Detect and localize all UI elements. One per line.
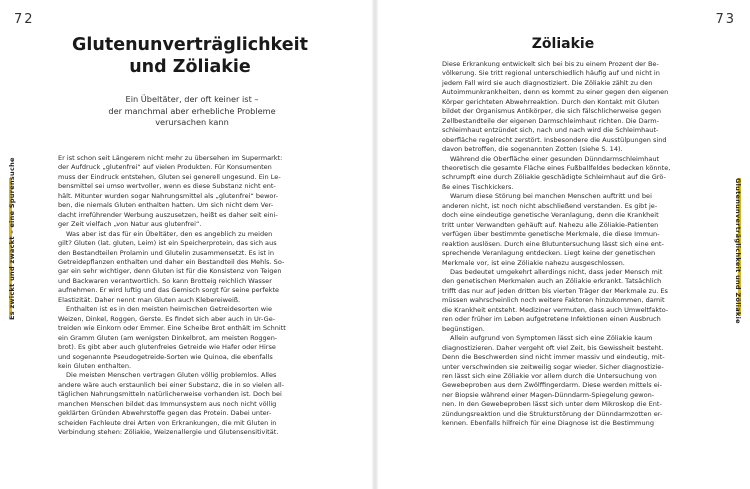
body-line: nen. In den Gewebeproben lässt sich unter dem Mikroskop die Ent-: [442, 400, 662, 409]
chapter-title-line: Glutenunverträglichkeit: [72, 35, 308, 55]
body-line: jedem Fall wird sie auch diagnostiziert. Die Zöliakie zählt zu den: [442, 78, 653, 87]
body-line: verfügen über bestimmte genetische Merkmale, die diese Immun-: [442, 230, 660, 239]
chapter-title: [40, 34, 340, 78]
body-line: Weizen, Dinkel, Roggen, Gerste. Es findet sich aber auch in Ur-Ge-: [58, 314, 276, 323]
body-line: Merkmale vor, ist eine Zöliakie nahezu ausgeschlossen.: [442, 258, 625, 267]
body-line: schrumpft eine durch Zöliakie geschädigte Schleimhaut auf die Grö-: [442, 173, 666, 182]
body-line: ren oder früher im Leben aufgetretene Infektionen einen Ausbruch: [442, 315, 661, 324]
body-line: oberfläche regelrecht zerstört. Insbesondere die Ausstülpungen sind: [442, 135, 667, 144]
body-line: und sogenannte Pseudogetreide-Sorten wie Quinoa, die ebenfalls: [58, 352, 273, 361]
body-line: Allein aufgrund von Symptomen lässt sich eine Zöliakie kaum: [450, 334, 653, 343]
body-line: begünstigen.: [442, 324, 485, 333]
body-line: Körper gerichteten Abwehrreaktion. Durch den Kontakt mit Gluten: [442, 97, 660, 106]
page-number-left: 72: [14, 12, 35, 27]
body-line: anderen nicht, ist noch nicht abschließend verstanden. Es gibt je-: [442, 201, 658, 210]
body-text-right: [442, 60, 726, 429]
body-line: ben, die niemals Gluten enthalten hatten. Um sich nicht dem Ver-: [58, 201, 274, 210]
body-line: und Backwaren verantwortlich. So kann Brotteig reichlich Wasser: [58, 276, 272, 285]
body-text-left: [58, 154, 342, 438]
body-line: den Bestandteilen Prolamin und Glutelin zusammensetzt. Es ist in: [58, 248, 274, 257]
right-page: [376, 0, 750, 489]
body-line: Denn die Beschwerden sind nicht immer massiv und eindeutig, mit-: [442, 353, 665, 362]
body-line: diagnostizieren. Daher vergeht oft viel Zeit, bis Gewissheit besteht.: [442, 343, 664, 352]
body-line: brot). Es gibt aber auch glutenfreies Getreide wie Hafer oder Hirse: [58, 343, 276, 352]
running-header-left: Es zwickt und zwackt – eine Spurensuche: [8, 157, 16, 320]
body-line: täglichen Nahrungsmitteln natürlicherweise vorhanden ist. Doch bei: [58, 390, 282, 399]
body-line: Die meisten Menschen vertragen Gluten völlig problemlos. Alles: [66, 371, 277, 380]
body-line: Gewebeproben aus dem Zwölffingerdarm. Diese werden mittels ei-: [442, 381, 662, 390]
body-line: Was aber ist das für ein Übeltäter, den es angeblich zu meiden: [66, 229, 273, 238]
body-line: ner Biopsie während einer Magen-Dünndarm-Spiegelung gewon-: [442, 390, 655, 399]
left-page: [0, 0, 374, 489]
body-line: Während die Oberfläche einer gesunden Dünndarmschleimhaut: [450, 154, 660, 163]
body-line: manchen Menschen bildet das Immunsystem aus noch nicht völlig: [58, 399, 277, 408]
body-line: sprechende Veranlagung entdecken. Liegt keine der genetischen: [442, 249, 656, 258]
chapter-title-line: und Zöliakie: [129, 57, 251, 77]
body-line: Autoimmunkrankheiten, denn es kommt zu einer gegen den eigenen: [442, 88, 669, 97]
body-line: unter verschwinden sie zeitweilig sogar wieder. Sicher diagnostizie-: [442, 362, 664, 371]
body-line: gilt? Gluten (lat. gluten, Leim) ist ein Speicherprotein, das sich aus: [58, 239, 277, 248]
body-line: ger Zeit vielfach „von Natur aus glutenfrei“.: [58, 220, 202, 229]
body-line: muss der Eindruck entstehen, Gluten sei generell ungesund. Ein Le-: [58, 172, 281, 181]
body-line: reaktion auslösen. Durch eine Blutuntersuchung lässt sich eine ent-: [442, 239, 664, 248]
body-line: dacht irreführender Werbung auszusetzen, heißt es daher seit eini-: [58, 210, 278, 219]
body-line: Elastizität. Daher nennt man Gluten auch Klebereiweiß.: [58, 295, 241, 304]
running-header-right: Glutenunverträglichkeit und Zöliakie: [734, 178, 742, 324]
chapter-subtitle: [90, 94, 294, 129]
body-line: gar ein sehr wichtiger, denn Gluten ist für die Konsistenz von Teigen: [58, 267, 282, 276]
subtitle-line: der manchmal aber erhebliche Probleme: [108, 105, 276, 116]
body-line: bensmittel sei umso wertvoller, wenn es diese Substanz nicht ent-: [58, 182, 276, 191]
body-line: Zellbestandteile der eigenen Darmschleimhaut richten. Die Darm-: [442, 116, 660, 125]
body-line: ren lässt sich eine Zöliakie vor allem durch die Untersuchung von: [442, 371, 657, 380]
body-line: den genetischen Merkmalen auch an Zöliakie erkrankt. Tatsächlich: [442, 277, 662, 286]
body-line: Das bedeutet umgekehrt allerdings nicht, dass jeder Mensch mit: [450, 267, 663, 276]
body-line: davon betroffen, die sogenannten Zotten (siehe S. 14).: [442, 145, 623, 154]
body-line: Verbindung stehen: Zöliakie, Weizenallergie und Glutensensitivität.: [58, 428, 279, 437]
body-line: aufnehmen. Er wird luftig und das Gemisch sorgt für seine perfekte: [58, 286, 280, 295]
body-line: treiden wie Einkorn oder Emmer. Eine Scheibe Brot enthält im Schnitt: [58, 324, 286, 333]
body-line: hält. Mitunter wurden sogar Nahrungsmittel als „glutenfrei“ bewor-: [58, 191, 279, 200]
subtitle-line: Ein Übeltäter, der oft keiner ist –: [125, 94, 259, 104]
body-line: geklärten Gründen Abwehrstoffe gegen das Protein. Dabei unter-: [58, 409, 272, 418]
body-line: kein Gluten enthalten.: [58, 361, 132, 370]
body-line: scheiden Fachleute drei Arten von Erkrankungen, die mit Gluten in: [58, 418, 277, 427]
body-line: der Aufdruck „glutenfrei“ auf vielen Produkten. Für Konsumenten: [58, 163, 272, 172]
body-line: völkerung. Sie tritt regional unterschiedlich häufig auf und nicht in: [442, 69, 660, 78]
body-line: andere wäre auch erstaunlich bei einer Substanz, die in so vielen all-: [58, 380, 285, 389]
body-line: Diese Erkrankung entwickelt sich bei bis zu einem Prozent der Be-: [442, 60, 659, 68]
body-line: zündungsreaktion und die Strukturstörung der Dünndarmzotten er-: [442, 409, 663, 418]
body-line: Warum diese Störung bei manchen Menschen auftritt und bei: [450, 192, 652, 201]
subtitle-line: verursachen kann: [155, 117, 229, 127]
body-line: kennen. Ebenfalls hilfreich für eine Diagnose ist die Bestimmung: [442, 419, 654, 428]
body-line: theoretisch die gesamte Fläche eines Fußballfeldes bedecken könnte,: [442, 163, 671, 172]
body-line: die Krankheit entsteht. Mediziner vermuten, dass auch Umweltfakto-: [442, 305, 669, 314]
body-line: ein Gramm Gluten (am wenigsten Dinkelbrot, am meisten Roggen-: [58, 333, 278, 342]
section-title: Zöliakie: [531, 36, 595, 52]
body-line: schleimhaut entzündet sich, nach und nach wird die Schleimhaut-: [442, 126, 659, 135]
body-line: Er ist schon seit Längerem nicht mehr zu übersehen im Supermarkt:: [58, 154, 283, 162]
body-line: doch eine eindeutige genetische Veranlagung, denn die Krankheit: [442, 211, 659, 220]
body-line: Getreidepflanzen enthalten und daher ein Bestandteil des Mehls. So-: [58, 257, 285, 266]
body-line: müssen wahrscheinlich noch weitere Faktoren hinzukommen, damit: [442, 296, 665, 305]
body-line: trifft das nur auf jeden dritten bis vierten Träger der Merkmale zu. Es: [442, 286, 668, 295]
body-line: Enthalten ist es in den meisten heimischen Getreidesorten wie: [66, 305, 272, 314]
body-line: bildet der Organismus Antikörper, die sich fälschlicherweise gegen: [442, 107, 661, 116]
body-line: tritt unter Verwandten gehäuft auf. Nahezu alle Zöliakie-Patienten: [442, 220, 659, 229]
body-line: ße eines Tischkickers.: [442, 182, 514, 191]
page-number-right: 73: [715, 12, 736, 27]
